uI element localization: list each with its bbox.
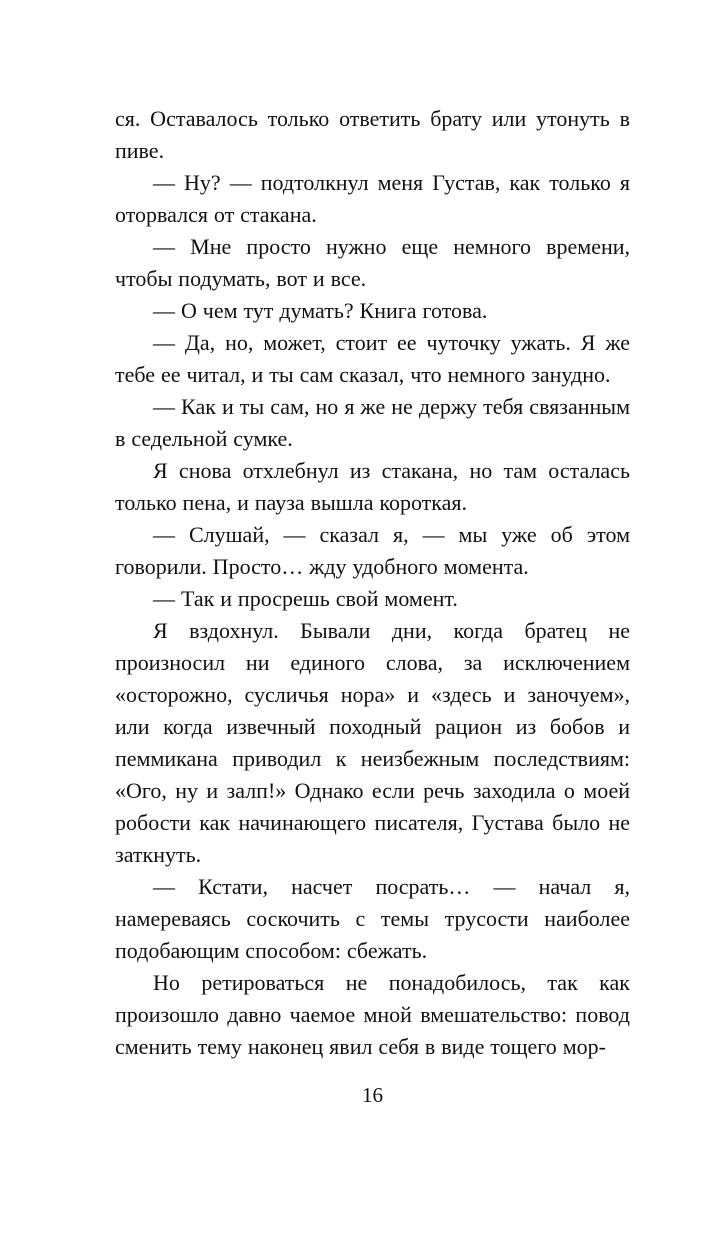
paragraph: — Кстати, насчет посрать… — начал я, намереваясь соскочить с темы трусости наиболее подобающим способом: сбежать.	[115, 874, 630, 963]
paragraph: — Да, но, может, стоит ее чуточку ужать. Я же тебе ее читал, и ты сам сказал, что немного занудно.	[115, 330, 630, 387]
paragraph: Я снова отхлебнул из стакана, но там осталась только пена, и пауза вышла короткая.	[115, 458, 630, 515]
paragraph: Но ретироваться не понадобилось, так как произошло давно чаемое мной вмешательство: повод сменить тему наконец явил себя в виде тощего мор-	[115, 970, 630, 1059]
paragraph: — Так и просрешь свой момент.	[153, 586, 458, 611]
page-number: 16	[362, 1083, 383, 1107]
paragraph: — Ну? — подтолкнул меня Густав, как только я оторвался от стакана.	[115, 170, 630, 227]
text-column	[115, 103, 630, 1063]
paragraph: — Как и ты сам, но я же не держу тебя связанным в седельной сумке.	[115, 394, 630, 451]
paragraph: — Слушай, — сказал я, — мы уже об этом говорили. Просто… жду удобного момента.	[115, 522, 630, 579]
paragraph: — О чем тут думать? Книга готова.	[153, 298, 488, 323]
paragraph: — Мне просто нужно еще немного времени, чтобы подумать, вот и все.	[115, 234, 630, 291]
paragraph: Я вздохнул. Бывали дни, когда братец не произносил ни единого слова, за исключением «осторожно, сусличья нора» и «здесь и заночуем», или когда извечный походный рацион из бобов и пеммикана приводил к неизбежным последствиям: «Ого, ну и залп!» Однако если речь заходила о моей робости как начинающего писателя, Густава было не заткнуть.	[115, 618, 630, 867]
paragraph: ся. Оставалось только ответить брату или утонуть в пиве.	[115, 106, 630, 163]
